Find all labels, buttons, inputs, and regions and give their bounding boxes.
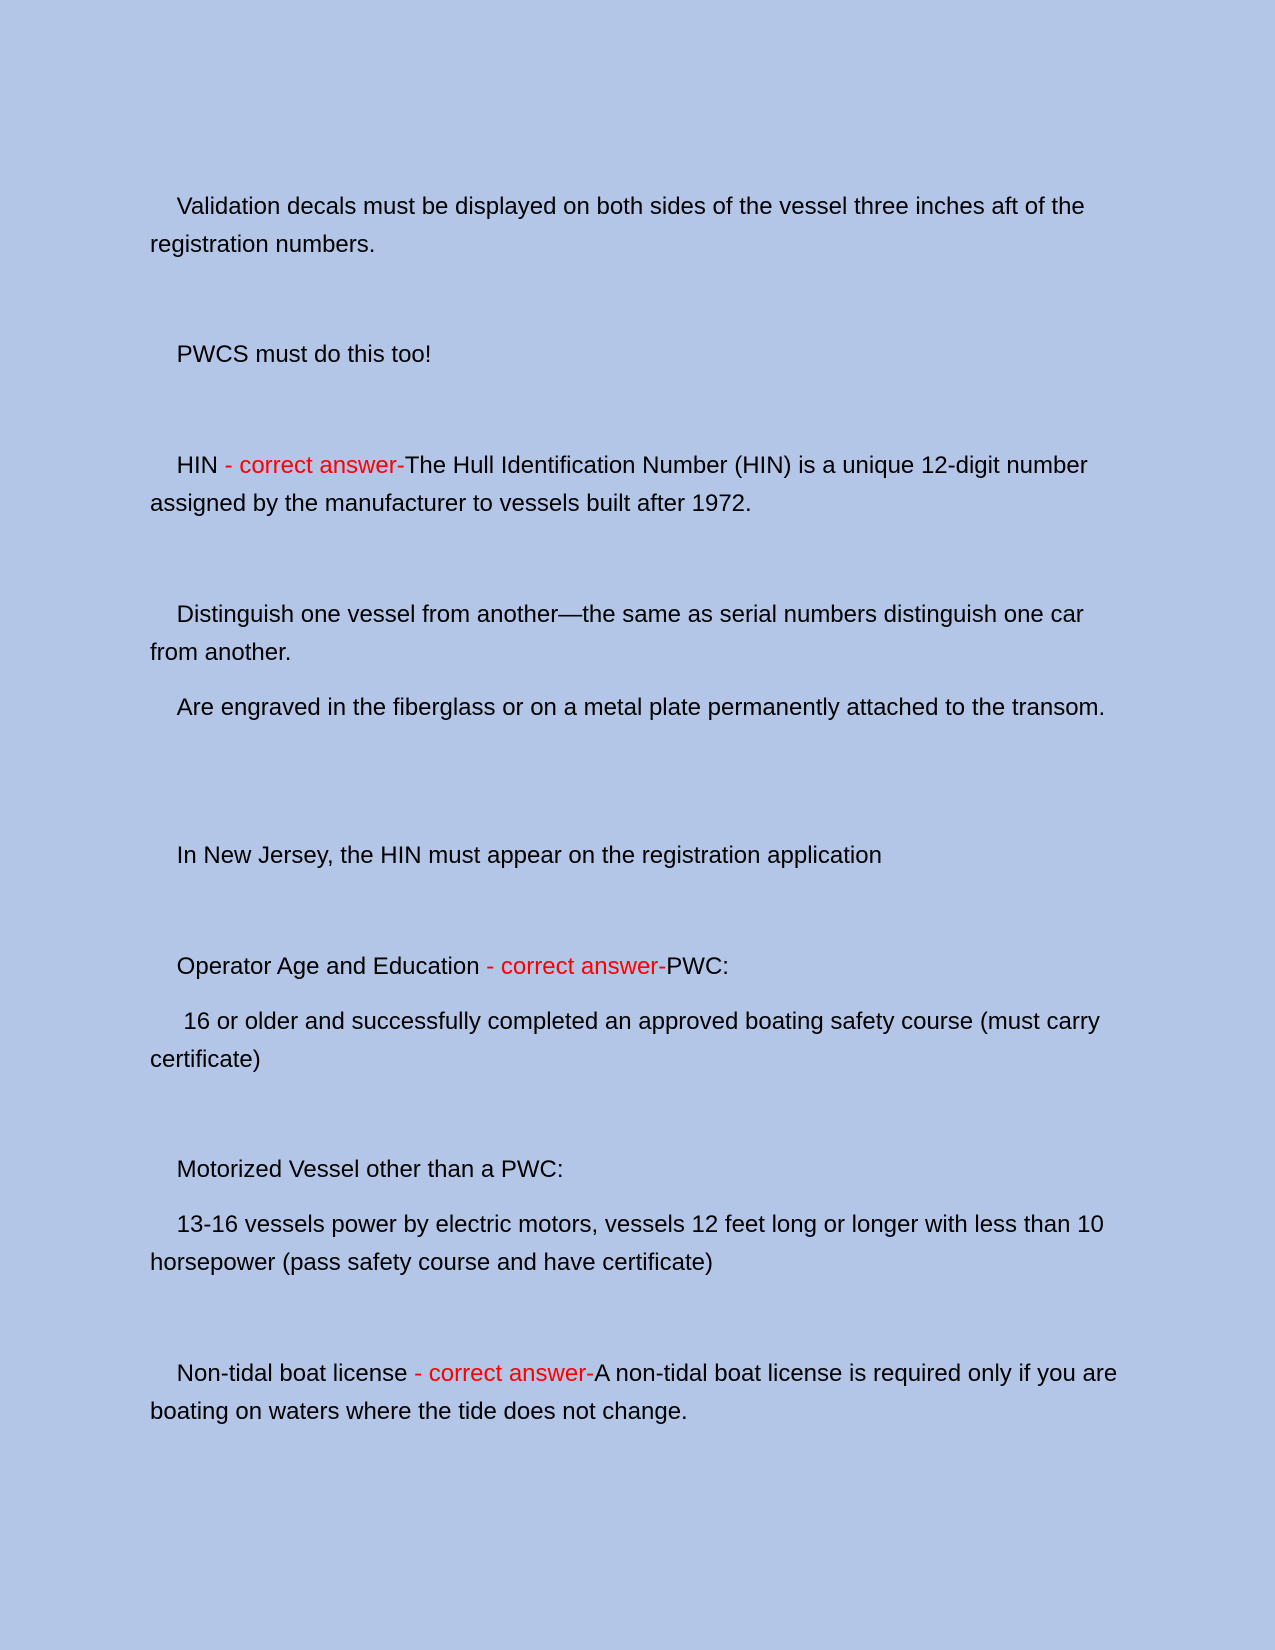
- paragraph-pwcs-note: [150, 298, 1130, 412]
- paragraph-text: Are engraved in the fiberglass or on a metal plate permanently attached to the transom.: [176, 694, 1106, 721]
- question-term: Non-tidal boat license: [176, 1360, 415, 1387]
- paragraph-text: PWCS must do this too!: [176, 341, 432, 368]
- paragraph-text: Distinguish one vessel from another—the same as serial numbers distinguish one car from another.: [150, 601, 1091, 666]
- qa-non-tidal-license: [150, 1317, 1130, 1469]
- answer-text: PWC:: [666, 953, 729, 980]
- paragraph-motorized-age-requirement: [150, 1168, 1130, 1320]
- answer-text: The Hull Identification Number (HIN) is a unique 12-digit number assigned by the manufacturer to vessels built after 1972.: [150, 452, 1095, 517]
- question-term: HIN: [176, 452, 225, 479]
- paragraph-text: 16 or older and successfully completed an approved boating safety course (must carry certificate): [150, 1008, 1107, 1073]
- paragraph-text: Validation decals must be displayed on both sides of the vessel three inches aft of the registration numbers.: [150, 193, 1092, 258]
- paragraph-text: 13-16 vessels power by electric motors, vessels 12 feet long or longer with less than 10 horsepower (pass safety course and have certificate): [150, 1211, 1111, 1276]
- correct-answer-marker: - correct answer-: [486, 953, 667, 980]
- answer-text: A non-tidal boat license is required only if you are boating on waters where the tide does not change.: [150, 1360, 1124, 1425]
- paragraph-engraved: [150, 651, 1130, 765]
- question-term: Operator Age and Education: [176, 953, 487, 980]
- paragraph-new-jersey-hin: [150, 799, 1130, 913]
- qa-hin: [150, 409, 1130, 561]
- paragraph-text: In New Jersey, the HIN must appear on the registration application: [176, 842, 882, 869]
- paragraph-pwc-age-requirement: [150, 965, 1130, 1117]
- paragraph-validation-decals: [150, 150, 1130, 302]
- paragraph-text: Motorized Vessel other than a PWC:: [176, 1156, 564, 1183]
- correct-answer-marker: - correct answer-: [414, 1360, 595, 1387]
- correct-answer-marker: - correct answer-: [224, 452, 405, 479]
